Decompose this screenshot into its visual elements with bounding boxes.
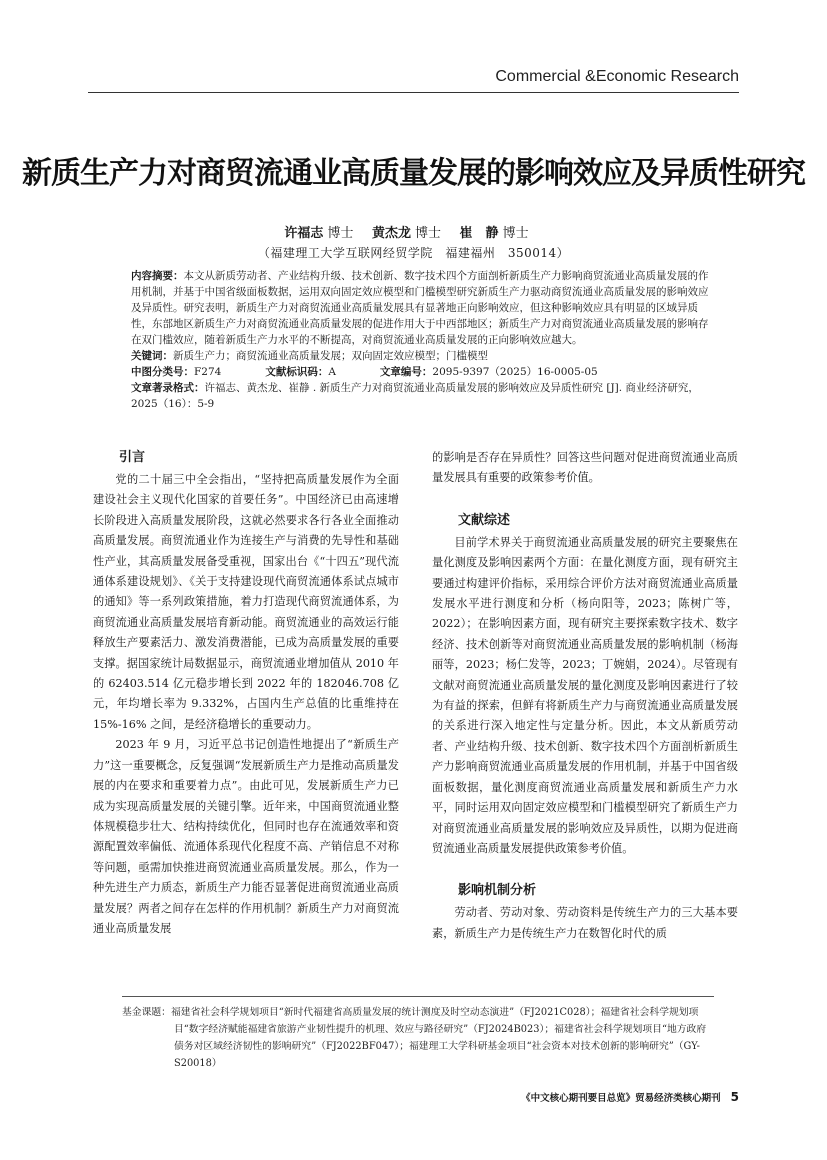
column-right xyxy=(432,448,738,944)
article-id-value: 2095-9397（2025）16-0005-05 xyxy=(432,366,598,378)
paragraph: 2023 年 9 月，习近平总书记创造性地提出了“新质生产力”这一重要概念，反复强调“发展新质生产力是推动高质量发展的内在要求和重要着力点”。由此可见，发展新质生产力已成为实现高质量发展的关键引擎。近年来，中国商贸流通业整体规模稳步壮大、结构持续优化，但同时也存在流通效率和资源配置效率偏低、流通体系现代化程度不高、产销信息不对称等问题，亟需加快推进商贸流通业高质量发展。那么，作为一种先进生产力质态，新质生产力能否显著促进商贸流通业高质量发展？两者之间存在怎样的作用机制？新质生产力对商贸流通业高质量发展 xyxy=(93,738,399,935)
keywords xyxy=(131,348,711,364)
classification xyxy=(131,364,711,380)
paragraph: 党的二十届三中全会指出，“坚持把高质量发展作为全面建设社会主义现代化国家的首要任务”。中国经济已由高速增长阶段进入高质量发展阶段，这就必然要求各行各业全面推动高质量发展。商贸流通业作为连接生产与消费的先导性和基础性产业，其高质量发展备受重视，国家出台《“十四五”现代流通体系建设规划》、《关于支持建设现代商贸流通体系试点城市的通知》等一系列政策措施，着力打造现代商贸流通体系，为商贸流通业高质量发展培育新动能。商贸流通业的高效运行能释放生产要素活力、激发消费潜能，已成为高质量发展的重要支撑。据国家统计局数据显示，商贸流通业增加值从 2010 年的 62403.514 亿元稳步增长到 2022 年的 182046.708 亿元，年均增长率为 9.332%，占国内生产总值的比重维持在 15%-16% 之间，是经济稳增长的重要动力。 xyxy=(93,473,399,731)
paragraph: 劳动者、劳动对象、劳动资料是传统生产力的三大基本要素，新质生产力是传统生产力在数智化时代的质 xyxy=(432,906,738,940)
author-degree: 博士 xyxy=(327,226,354,241)
funding-note xyxy=(122,1004,714,1072)
journal-name: Commercial &Economic Research xyxy=(495,68,739,85)
page-number: 5 xyxy=(730,1090,739,1104)
abstract-text: 本文从新质劳动者、产业结构升级、技术创新、数字技术四个方面剖析新质生产力影响商贸流通业高质量发展的作用机制，并基于中国省级面板数据，运用双向固定效应模型和门槛模型研究新质生产力驱动商贸流通业高质量发展的影响效应及异质性。研究表明，新质生产力对商贸流通业高质量发展具有显著地正向影响效应，但这种影响效应具有明显的区域异质性，东部地区新质生产力对商贸流通业高质量发展的促进作用大于中西部地区；新质生产力对商贸流通业高质量发展的影响存在双门槛效应，随着新质生产力水平的不断提高，对商贸流通业高质量发展的正向影响效应越大。 xyxy=(131,270,709,346)
clc-label: 中图分类号： xyxy=(131,366,194,378)
funding-text: 福建省社会科学规划项目“新时代福建省高质量发展的统计测度及时空动态演进”（FJ2021C028）；福建省社会科学规划项目“数字经济赋能福建省旅游产业韧性提升的机理、效应与路径研究”（FJ2024B023）；福建省社会科学规划项目“地方政府债务对区域经济韧性的影响研究”（FJ2022BF047）；福建理工大学科研基金项目“社会资本对技术创新的影响研究”（GY-S20018） xyxy=(170,1007,707,1069)
author-name: 崔 静 xyxy=(459,226,499,241)
section-heading-intro: 引言 xyxy=(119,450,146,465)
abstract xyxy=(131,268,711,348)
column-left xyxy=(93,448,399,939)
article-title: 新质生产力对商贸流通业高质量发展的影响效应及异质性研究 xyxy=(22,156,805,191)
paragraph: 的影响是否存在异质性？回答这些问题对促进商贸流通业高质量发展具有重要的政策参考价值。 xyxy=(432,451,738,485)
doc-code-label: 文献标识码： xyxy=(265,366,329,378)
section-heading-mechanism: 影响机制分析 xyxy=(458,883,537,899)
citation xyxy=(131,380,711,412)
page-footer xyxy=(521,1090,739,1104)
affiliation: （福建理工大学互联网经贸学院 福建福州 350014） xyxy=(257,246,570,260)
paragraph: 目前学术界关于商贸流通业高质量发展的研究主要聚焦在量化测度及影响因素两个方面：在量化测度方面，现有研究主要通过构建评价指标，采用综合评价方法对商贸流通业高质量发展水平进行测度和分析（杨向阳等，2023；陈树广等，2022）；在影响因素方面，现有研究主要探索数字技术、数字经济、技术创新等对商贸流通业高质量发展的影响机制（杨海丽等，2023；杨仁发等，2023；丁婉娟，2024）。尽管现有文献对商贸流通业高质量发展的量化测度及影响因素进行了较为有益的探索，但鲜有将新质生产力与商贸流通业高质量发展的关系进行深入地定性与定量分析。因此，本文从新质劳动者、产业结构升级、技术创新、数字技术四个方面剖析新质生产力影响商贸流通业高质量发展的作用机制，并基于中国省级面板数据，量化测度商贸流通业高质量发展和新质生产力水平，同时运用双向固定效应模型和门槛模型研究了新质生产力对商贸流通业高质量发展的影响效应及异质性，以期为促进商贸流通业高质量发展提供政策参考价值。 xyxy=(432,535,738,855)
header-rule xyxy=(88,92,739,93)
funding-rule xyxy=(122,996,714,997)
keywords-label: 关键词： xyxy=(131,350,173,362)
citation-label: 文章著录格式： xyxy=(131,382,205,394)
author-list xyxy=(0,222,827,241)
clc-value: F274 xyxy=(194,366,222,378)
abstract-label: 内容摘要： xyxy=(131,270,184,282)
keywords-text: 新质生产力；商贸流通业高质量发展；双向固定效应模型；门槛模型 xyxy=(173,350,488,362)
doc-code-value: A xyxy=(328,366,336,378)
citation-text: 许福志、黄杰龙、崔静 . 新质生产力对商贸流通业高质量发展的影响效应及异质性研究 [J]. 商业经济研究，2025（16）：5-9 xyxy=(131,382,699,410)
author-name: 黄杰龙 xyxy=(371,226,411,241)
funding-label: 基金课题： xyxy=(122,1007,171,1018)
author-degree: 博士 xyxy=(415,226,442,241)
author-degree: 博士 xyxy=(502,226,529,241)
author-name: 许福志 xyxy=(284,226,324,241)
footer-text: 《中文核心期刊要目总览》贸易经济类核心期刊 xyxy=(521,1093,721,1104)
article-meta xyxy=(131,268,711,412)
article-id-label: 文章编号： xyxy=(379,366,433,378)
section-heading-literature: 文献综述 xyxy=(458,512,511,528)
